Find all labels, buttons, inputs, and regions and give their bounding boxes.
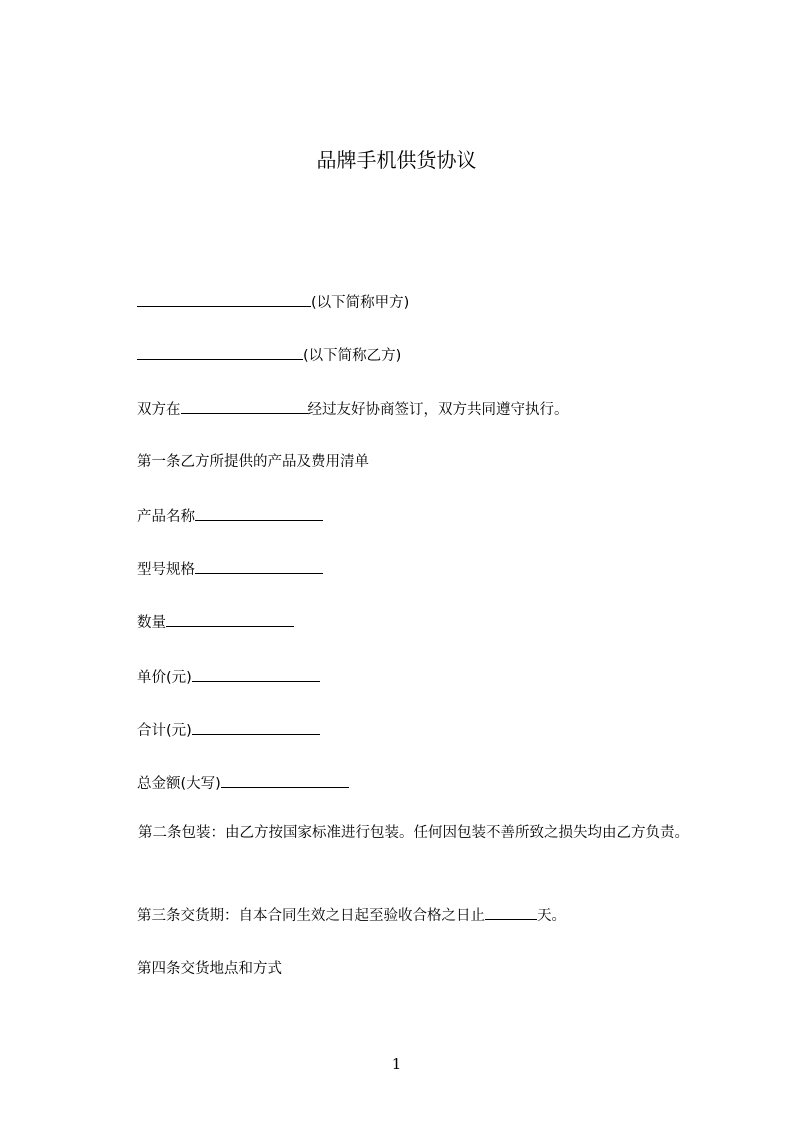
intro-suffix: 经过友好协商签订，双方共同遵守执行。: [307, 402, 569, 418]
article-1: 第一条乙方所提供的产品及费用清单: [137, 454, 369, 470]
place-blank: [181, 398, 308, 414]
field-blank: [166, 611, 294, 627]
article-3: [137, 904, 566, 926]
document-title: 品牌手机供货协议: [316, 148, 477, 172]
intro-prefix: 双方在: [137, 402, 181, 418]
article-3-text: 第三条交货期：自本合同生效之日起至验收合格之日止: [137, 908, 485, 924]
days-blank: [485, 904, 537, 920]
field-unit-price: [137, 666, 320, 688]
field-label: 型号规格: [137, 562, 195, 578]
field-total: [137, 719, 320, 741]
field-blank: [192, 666, 320, 682]
party-a-label: (以下简称甲方): [311, 295, 410, 311]
party-a-line: [137, 291, 409, 313]
field-quantity: [137, 611, 294, 633]
field-blank: [221, 772, 349, 788]
field-model: [137, 558, 323, 580]
party-b-blank: [137, 344, 303, 360]
field-label: 合计(元): [137, 723, 192, 739]
party-b-line: [137, 344, 401, 366]
field-label: 产品名称: [137, 509, 195, 525]
article-3-suffix: 天。: [537, 908, 566, 924]
field-blank: [195, 558, 323, 574]
field-label: 单价(元): [137, 670, 192, 686]
intro-line: [137, 398, 569, 420]
article-2: 第二条包装：由乙方按国家标准进行包装。任何因包装不善所致之损失均由乙方负责。: [138, 825, 689, 841]
field-product-name: [137, 505, 323, 527]
party-b-label: (以下简称乙方): [303, 348, 402, 364]
page-number: 1: [391, 1055, 402, 1073]
article-4: 第四条交货地点和方式: [137, 961, 282, 977]
field-blank: [192, 719, 320, 735]
party-a-blank: [137, 291, 311, 307]
field-label: 总金额(大写): [137, 776, 221, 792]
field-amount-words: [137, 772, 349, 794]
field-blank: [195, 505, 323, 521]
field-label: 数量: [137, 615, 166, 631]
